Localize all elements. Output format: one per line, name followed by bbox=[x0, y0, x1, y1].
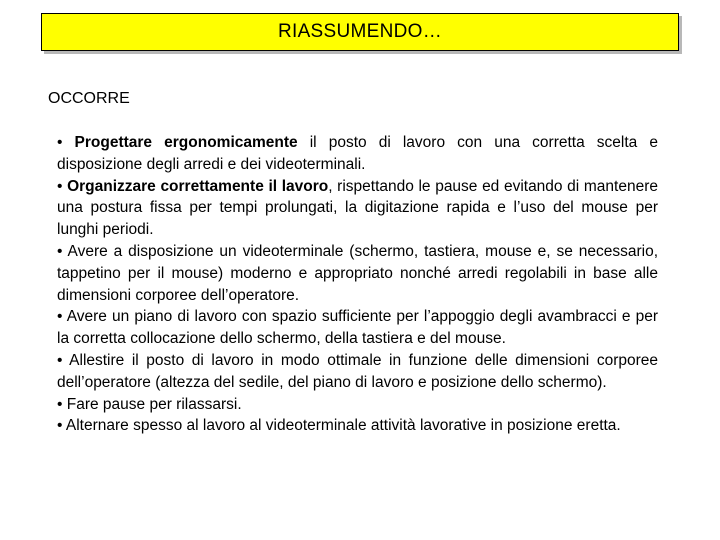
bullet-text: Alternare spesso al lavoro al videoterminale attività lavorative in posizione eretta. bbox=[65, 417, 621, 435]
bullet-marker: • bbox=[57, 242, 63, 260]
bullet-marker: • bbox=[57, 177, 63, 195]
bullet-marker: • bbox=[57, 134, 63, 151]
bullet-text: Fare pause per rilassarsi. bbox=[66, 395, 242, 413]
bullet-item bbox=[57, 415, 658, 437]
bullet-item bbox=[57, 132, 658, 176]
bullet-text: Avere a disposizione un videoterminale (schermo, tastiera, mouse e, se necessario, tappetino per il mouse) moderno e appropriato nonché arredi regolabili in base alle dimensioni corporee dell’operatore. bbox=[57, 242, 659, 304]
bullet-marker: • bbox=[57, 308, 63, 326]
bullet-text: il posto di lavoro con una corretta scelta e disposizione degli arredi e dei videoterminali. bbox=[57, 134, 659, 173]
slide-title-box bbox=[41, 13, 679, 51]
bullet-item bbox=[57, 350, 658, 394]
bullet-list bbox=[57, 132, 658, 437]
bullet-marker: • bbox=[57, 351, 63, 369]
bullet-item bbox=[57, 241, 658, 306]
bullet-marker: • bbox=[57, 417, 63, 435]
section-label: OCCORRE bbox=[48, 90, 130, 107]
bullet-item bbox=[57, 394, 658, 416]
bullet-item bbox=[57, 306, 658, 350]
bullet-bold-text: Progettare ergonomicamente bbox=[74, 134, 298, 151]
bullet-text: Avere un piano di lavoro con spazio sufficiente per l’appoggio degli avambracci e per la corretta collocazione dello schermo, della tastiera e del mouse. bbox=[57, 308, 658, 348]
slide-title: RIASSUMENDO… bbox=[277, 21, 443, 42]
bullet-marker: • bbox=[57, 395, 63, 413]
bullet-bold-text: Organizzare correttamente il lavoro bbox=[67, 177, 329, 195]
bullet-item bbox=[57, 176, 658, 241]
bullet-text: Allestire il posto di lavoro in modo ottimale in funzione delle dimensioni corporee dell’operatore (altezza del sedile, del piano di lavoro e posizione dello schermo). bbox=[57, 351, 658, 391]
bullet-text: , rispettando le pause ed evitando di mantenere una postura fissa per tempi prolungati, la digitazione rapida e l’uso del mouse per lunghi periodi. bbox=[57, 177, 658, 239]
